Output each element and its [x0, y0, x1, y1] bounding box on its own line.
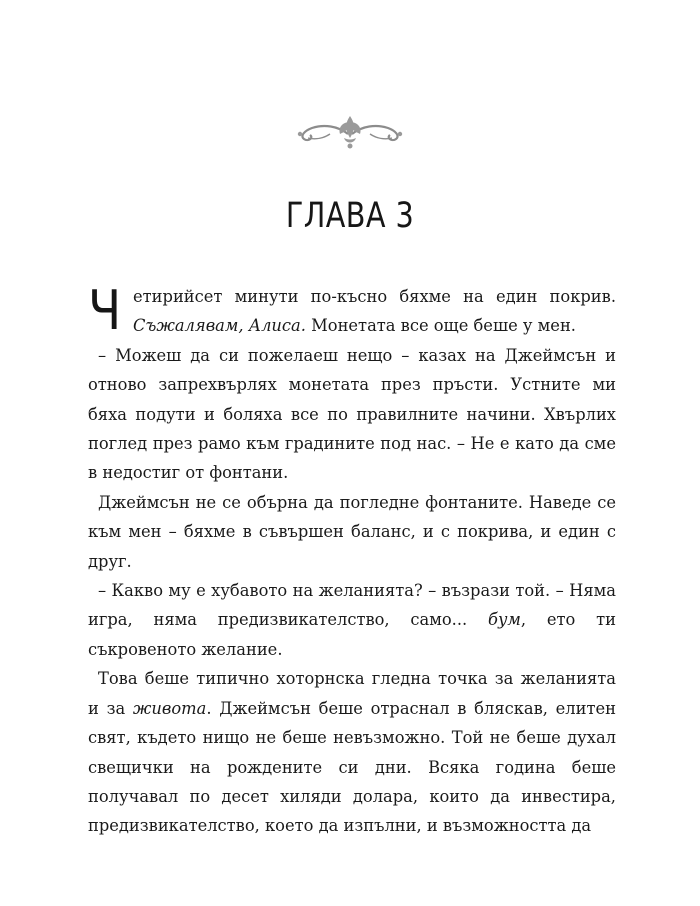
paragraph-text: Монетата все още беше у мен.	[305, 316, 576, 336]
paragraph-5	[88, 664, 616, 840]
paragraph-text: . Джеймсън беше отраснал в бляскав, елитен свят, където нищо не беше невъзможно. Той не беше духал свещички на рождените си дни. Всяка година беше получавал по десет хиляди долара, които да инвестира, предизвикателство, което да изпълни, и възможността да	[88, 698, 616, 836]
italic-text: Съжалявам, Алиса.	[133, 316, 306, 336]
paragraph-text: , ето ти съкровеното желание.	[88, 610, 616, 659]
paragraph-text: етирийсет минути по-късно бяхме на един покрив.	[133, 287, 616, 306]
fleuron-ornament-icon	[290, 112, 410, 152]
paragraph-1	[88, 279, 616, 342]
paragraph-3	[88, 488, 616, 576]
chapter-title: ГЛАВА 3	[285, 196, 415, 236]
paragraph-text: – Можеш да си пожелаеш нещо – казах на Джеймсън и отново запрехвърлях монетата през пръсти. Устните ми бяха подути и боляха все по правилните начини. Хвърлих поглед през рамо към градините под нас. – Не е като да сме в недостиг от фонтани.	[88, 345, 616, 483]
paragraph-4	[88, 576, 616, 664]
drop-cap: Ч	[88, 279, 122, 342]
chapter-body	[88, 279, 616, 841]
italic-text: живота	[132, 698, 207, 718]
paragraph-text: Това беше типично хоторнска гледна точка за желанията и за	[88, 669, 616, 718]
paragraph-text: Джеймсън не се обърна да погледне фонтаните. Наведе се към мен – бяхме в съвършен баланс, и с покрива, и един с друг.	[88, 492, 616, 571]
paragraph-text: – Какво му е хубавото на желанията? – възрази той. – Няма игра, няма предизвикателство, само...	[88, 581, 616, 630]
italic-text: бум	[488, 610, 521, 630]
paragraph-2	[88, 341, 616, 488]
